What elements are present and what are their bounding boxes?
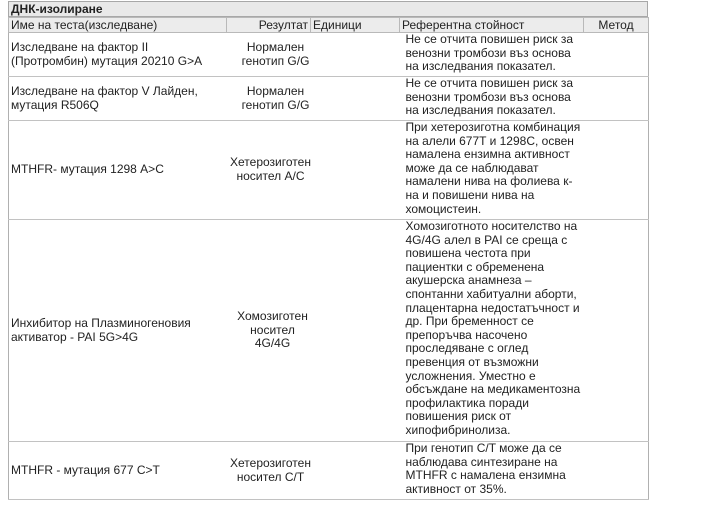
test-method [584,121,649,220]
test-result [227,442,311,500]
test-result [227,33,311,77]
column-header-result: Резултат [227,18,311,33]
table-row [9,442,649,500]
reference-value [400,77,584,121]
test-units [311,77,400,121]
table-row [9,33,649,77]
test-name: Инхибитор на Плазминогеновия активатор - PAI 5G>4G [9,220,227,442]
test-result [227,220,311,442]
column-header-name: Име на теста(изследване) [9,18,227,33]
lab-report [8,1,648,500]
test-result-text: Хетерозиготен носител C/T [230,455,311,484]
reference-value-text: Хомозиготното носителство на 4G/4G алел в PAI се среща с повишена честота при пациентки с обременена акушерска анамнеза – спонтанни хабитуални аборти, плацентарна недостатъчност и др. При бременност се препоръчва насочено проследяване с оглед превенция от възможни усложнения. Уместно е обсъждане на медикаментозна профилактика поради повишения риск от хипофибринолиза. [405,219,581,437]
section-title: ДНК-изолиране [8,1,648,17]
results-table [8,17,649,500]
reference-value [400,121,584,220]
test-units [311,121,400,220]
test-units [311,33,400,77]
table-row [9,77,649,121]
column-header-method: Метод [584,18,649,33]
reference-value-text: Не се отчита повишен риск за венозни тромбози въз основа на изследвания показател. [405,76,574,118]
reference-value [400,220,584,442]
test-name: MTHFR - мутация 677 C>T [9,442,227,500]
test-method [584,33,649,77]
test-result-text: Нормален генотип G/G [241,83,310,112]
reference-value-text: Не се отчита повишен риск за венозни тромбози въз основа на изследвания показател. [405,32,574,74]
reference-value [400,33,584,77]
column-header-units: Единици [311,18,400,33]
reference-value [400,442,584,500]
test-method [584,77,649,121]
reference-value-text: При генотип C/T може да се наблюдава синтезиране на MTHFR с намалена ензимна активност от 35%. [405,441,566,496]
test-result-text: Нормален генотип G/G [241,39,310,68]
table-row [9,121,649,220]
test-name: Изследване на фактор V Лайден, мутация R506Q [9,77,227,121]
test-name: MTHFR- мутация 1298 A>C [9,121,227,220]
table-header-row [9,18,649,33]
test-result [227,77,311,121]
test-method [584,220,649,442]
reference-value-text: При хетерозиготна комбинация на алели 677T и 1298C, освен намалена ензимна активност може да се наблюдават намалени нива на фолиева к-на и повишени нива на хомоцистеин. [405,120,581,216]
test-units [311,220,400,442]
test-name: Изследване на фактор II (Протромбин) мутация 20210 G>A [9,33,227,77]
test-result [227,121,311,220]
column-header-reference: Референтна стойност [400,18,584,33]
test-units [311,442,400,500]
test-result-text: Хомозиготен носител 4G/4G [237,309,308,351]
table-row [9,220,649,442]
test-method [584,442,649,500]
test-result-text: Хетерозиготен носител A/C [230,155,311,183]
